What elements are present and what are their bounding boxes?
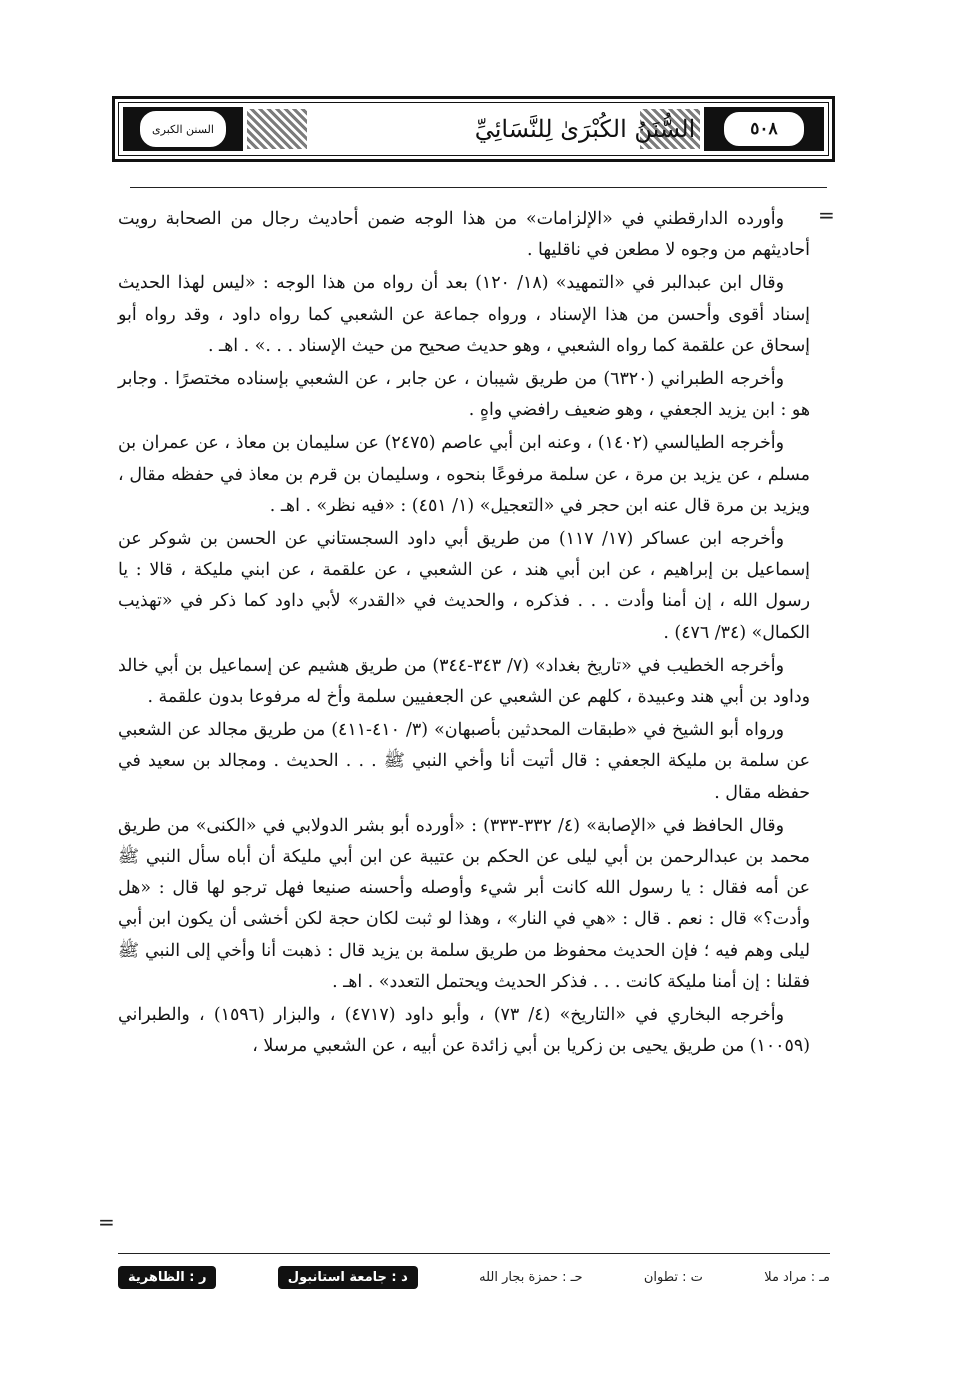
paragraph-abu-shaykh: ورواه أبو الشيخ في «طبقات المحدثين بأصبهان» (٣/ ٤١٠-٤١١) من طريق مجالد عن الشعبي عن سلمة بن مليكة الجعفي : قال أتيت أنا وأخي النبي ﷺ . . . الحديث . ومجالد بن سعيد في حفظه مقال . [118,720,810,803]
paragraph-khatib: وأخرجه الخطيب في «تاريخ بغداد» (٧/ ٣٤٣-٣٤٤) من طريق هشيم عن إسماعيل بن أبي خالد وداود بن أبي هند وعبيدة ، كلهم عن الشعبي عن الجعفيين سلمة وأخ له مرفوعا بدون علقمة . [118,655,810,708]
paragraph-daraqutni: وأورده الدارقطني في «الإلزامات» من هذا الوجه ضمن أحاديث رجال من الصحابة رويت أحاديثهم من وجوه لا مطعن في ناقليها . [118,209,810,261]
paragraph-isaba: وقال الحافظ في «الإصابة» (٤/ ٣٣٢-٣٣٣) : «أورده أبو بشر الدولابي في «الكنى» من طريق محمد بن عبدالرحمن بن أبي ليلى عن الحكم بن عتيبة عن ابن أبي مليكة أن أباه سأل النبي ﷺ عن أمه فقال : يا رسول الله كانت أبر شيء وأوصله وأحسنه صنيعا فهل ترجو لها قال : «هل وأدت؟» قال : نعم . قال : «هي في النار» ، وهذا لو ثبت لكان حجة لكن أخشى أن يكون ابن أبي ليلى وهم فيه ؛ فإن الحديث محفوظ من طريق سلمة بن يزيد قال : ذهبت أنا وأخي إلى النبي ﷺ فقلنا : إن أمنا مليكة كانت . . . فذكر الحديث ويحتمل التعدد» . اهـ . [118,815,810,992]
book-title: السُّنَنُ الكُبْرَىٰ لِلنَّسَائِيِّ [474,115,696,143]
book-seal-logo: السنن الكبرى [138,109,228,149]
paragraph-ibn-abdilbarr: وقال ابن عبدالبر في «التمهيد» (١٨/ ١٢٠) بعد أن رواه من هذا الوجه : «ليس لهذا الحديث إسناد أقوى وأحسن من هذا الإسناد ، ورواه جماعة عن الشعبي كما رواه داود ، وقد رواه أبو إسحاق عن علقمة كما رواه الشعبي ، وهو حديث صحيح من حيث الإسناد . . .» . اهـ . [118,273,810,356]
continuation-mark-top: = [818,203,835,227]
footnote-text-block [118,204,810,1064]
header-pattern-left [247,109,307,149]
page-number: ٥٠٨ [722,110,806,148]
paragraph-tabarani: وأخرجه الطبراني (٦٣٢٠) من طريق شيبان ، عن جابر ، عن الشعبي بإسناده مختصرًا . وجابر هو : ابن يزيد الجعفي ، وهو ضعيف رافضي واهٍ . [118,369,810,421]
book-seal-ornament [123,107,243,151]
top-rule [130,187,827,188]
manuscript-r-tag: ر : الظاهرية [118,1266,216,1289]
paragraph-ibn-asakir: وأخرجه ابن عساكر (١٧/ ١١٧) من طريق أبي داود السجستاني عن الحسن بن شوكر عن إسماعيل بن إبراهيم ، عن ابن أبي هند ، عن الشعبي ، عن علقمة ، عن ابني مليكة ، قالا : يا رسول الله ، إن أمنا وأدت . . . فذكره ، والحديث في «القدر» لأبي داود كما ذكر في «تهذيب الكمال» (٣٤/ ٤٧٦) . [118,529,810,643]
footer-reviewer: حـ : حمزة بجار الله [479,1269,583,1285]
footer-collator: مـ : مراد ملا [764,1269,830,1285]
continuation-mark-bottom: = [98,1210,115,1234]
footer-verifier: ت : تطوان [643,1269,703,1285]
page-header [112,96,835,162]
bottom-rule [118,1253,830,1254]
paragraph-tayalisi: وأخرجه الطيالسي (١٤٠٢) ، وعنه ابن أبي عاصم (٢٤٧٥) عن سليمان بن معاذ ، عن عمران بن مسلم ، عن يزيد بن مرة ، عن سلمة مرفوعًا بنحوه ، وسليمان بن قرم بن معاذ في حفظه مقال ، ويزيد بن مرة قال عنه ابن حجر في «التعجيل» (١/ ٤٥١) : «فيه نظر» . اهـ . [118,433,810,516]
page-footer [118,1262,830,1292]
manuscript-d-tag: د : جامعة استانبول [278,1266,418,1289]
paragraph-bukhari: وأخرجه البخاري في «التاريخ» (٤/ ٧٣) ، وأبو داود (٤٧١٧) ، والبزار (١٥٩٦) ، والطبراني (١٠٠٥٩) من طريق يحيى بن زكريا بن أبي زائدة عن أبيه ، عن الشعبي مرسلا ، [118,1005,810,1057]
